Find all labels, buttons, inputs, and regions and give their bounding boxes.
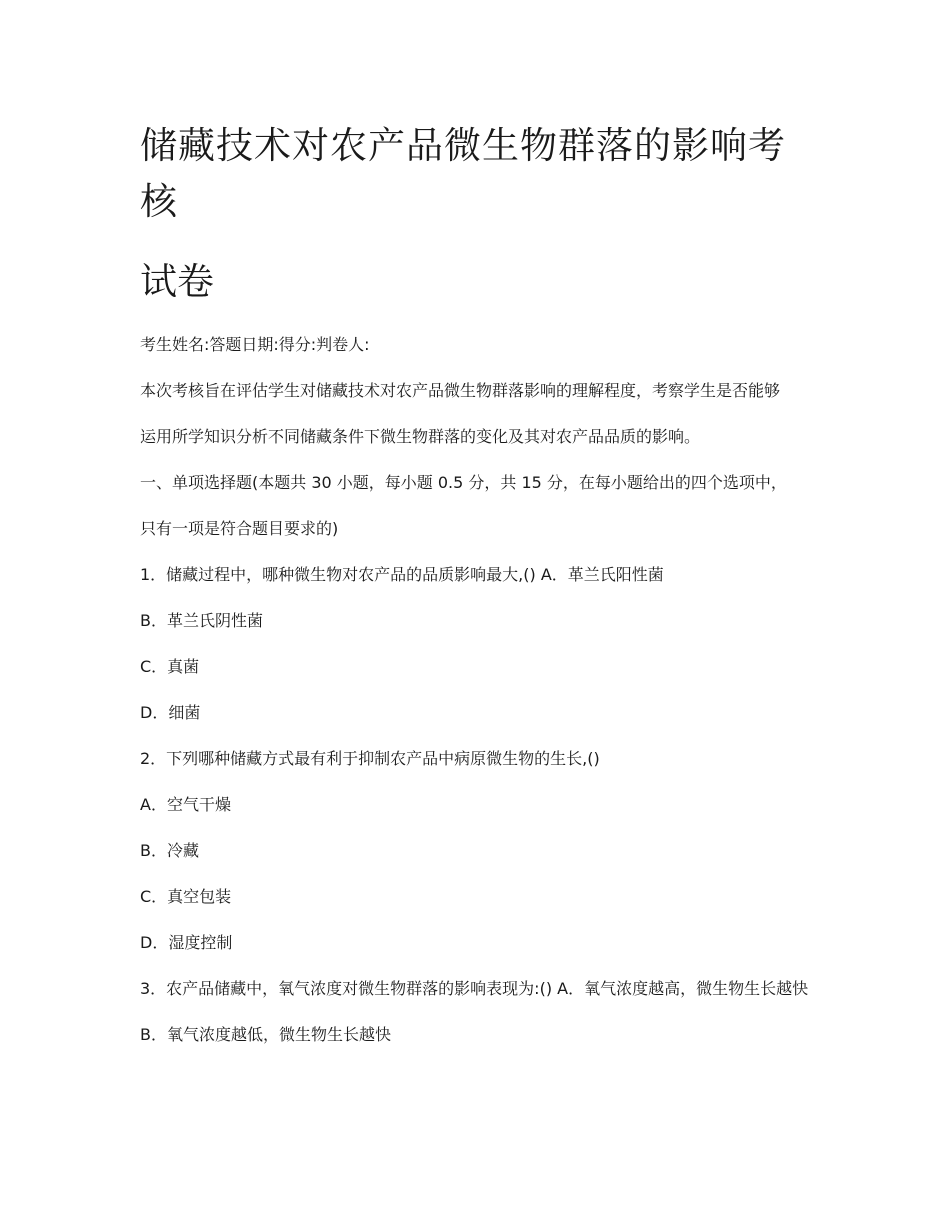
question-1-stem: 1．储藏过程中，哪种微生物对农产品的品质影响最大,() A．革兰氏阳性菌 — [140, 565, 664, 584]
question-2-option-d: D．湿度控制 — [140, 933, 233, 952]
document-title: 储藏技术对农产品微生物群落的影响考核 — [140, 124, 786, 223]
section-heading-2: 只有一项是符合题目要求的) — [140, 519, 339, 538]
question-1-option-b: B．革兰氏阴性菌 — [140, 611, 263, 630]
question-3-stem: 3．农产品储藏中，氧气浓度对微生物群落的影响表现为:() A．氧气浓度越高，微生物生长越快 — [140, 979, 809, 998]
exam-meta-line: 考生姓名:答题日期:得分:判卷人: — [140, 335, 370, 354]
question-3-option-b: B．氧气浓度越低，微生物生长越快 — [140, 1025, 391, 1044]
section-heading-1: 一、单项选择题(本题共 30 小题，每小题 0.5 分，共 15 分，在每小题给出的四个选项中， — [140, 473, 787, 492]
document-page — [140, 118, 820, 1048]
document-subtitle: 试卷 — [140, 260, 214, 303]
intro-paragraph-1: 本次考核旨在评估学生对储藏技术对农产品微生物群落影响的理解程度，考察学生是否能够 — [140, 381, 781, 400]
question-2-option-b: B．冷藏 — [140, 841, 199, 860]
question-1-option-c: C．真菌 — [140, 657, 200, 676]
question-2-stem: 2．下列哪种储藏方式最有利于抑制农产品中病原微生物的生长,() — [140, 749, 600, 768]
question-1-option-d: D．细菌 — [140, 703, 201, 722]
intro-paragraph-2: 运用所学知识分析不同储藏条件下微生物群落的变化及其对农产品品质的影响。 — [140, 427, 701, 446]
question-2-option-a: A．空气干燥 — [140, 795, 231, 814]
question-2-option-c: C．真空包装 — [140, 887, 232, 906]
